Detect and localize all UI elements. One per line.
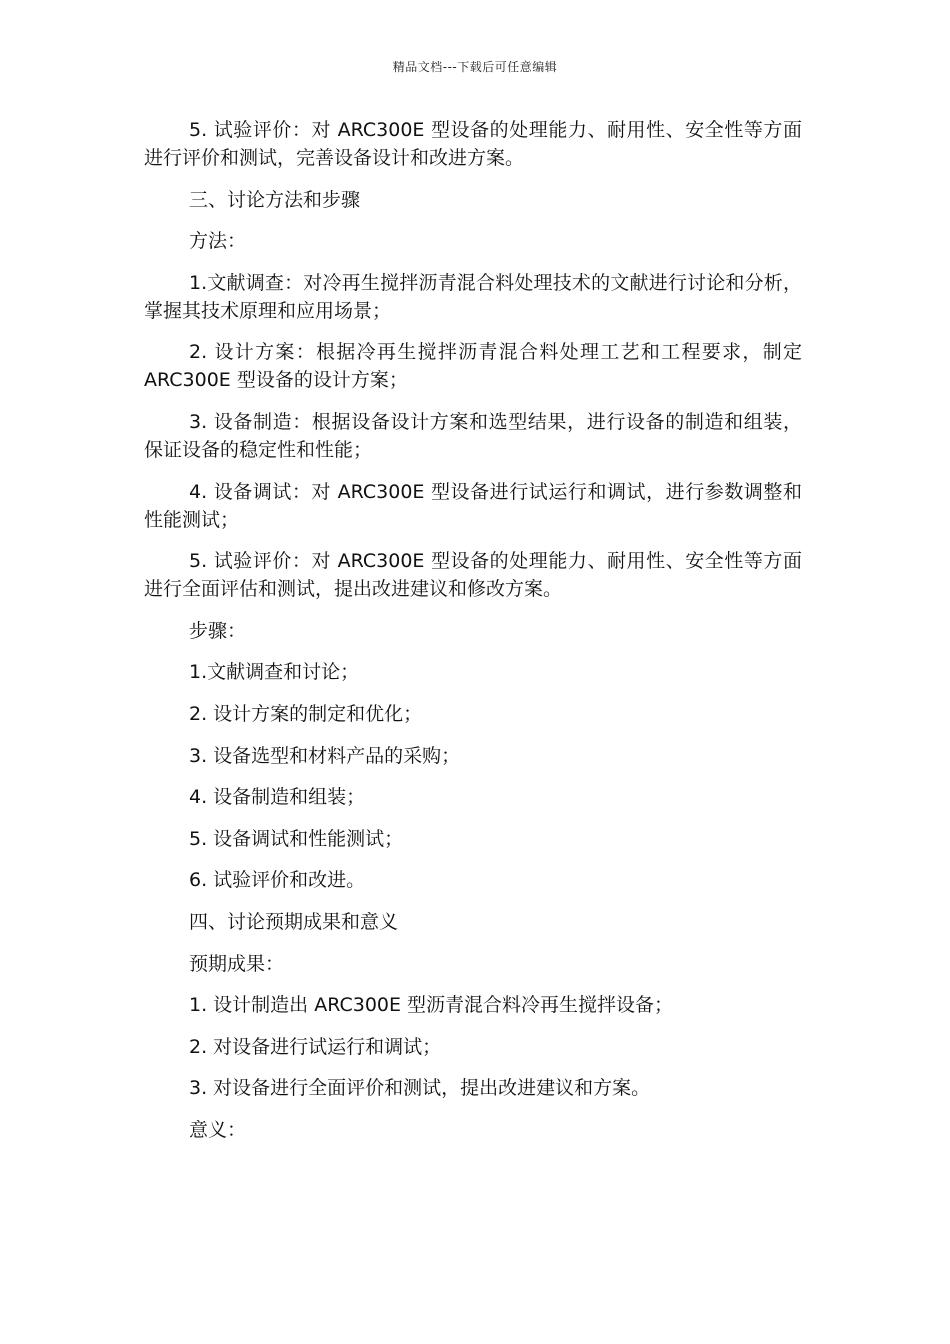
method-item-4: 4. 设备调试：对 ARC300E 型设备进行试运行和调试，进行参数调整和性能测试； <box>144 480 802 531</box>
section-heading-outcomes: 四、讨论预期成果和意义 <box>189 910 399 933</box>
page-header: 精品文档---下载后可任意编辑 <box>392 60 558 74</box>
step-item-6: 6. 试验评价和改进。 <box>189 869 366 892</box>
result-item-1: 1. 设计制造出 ARC300E 型沥青混合料冷再生搅拌设备； <box>189 994 674 1017</box>
method-item-3: 3. 设备制造：根据设备设计方案和选型结果，进行设备的制造和组装，保证设备的稳定性和性能； <box>144 410 802 461</box>
paragraph-evaluation-intro: 5. 试验评价：对 ARC300E 型设备的处理能力、耐用性、安全性等方面进行评价和测试，完善设备设计和改进方案。 <box>144 119 802 169</box>
step-item-1: 1.文献调查和讨论； <box>189 661 360 684</box>
step-item-2: 2. 设计方案的制定和优化； <box>189 702 423 725</box>
step-item-4: 4. 设备制造和组装； <box>189 786 366 809</box>
method-item-5: 5. 试验评价：对 ARC300E 型设备的处理能力、耐用性、安全性等方面进行全面评估和测试，提出改进建议和修改方案。 <box>144 550 802 601</box>
result-item-2: 2. 对设备进行试运行和调试； <box>189 1035 442 1058</box>
step-item-3: 3. 设备选型和材料产品的采购； <box>189 744 461 767</box>
document-body <box>144 116 802 1157</box>
method-item-2: 2. 设计方案：根据冷再生搅拌沥青混合料处理工艺和工程要求，制定 ARC300E 型设备的设计方案； <box>144 341 802 392</box>
section-heading-methods: 三、讨论方法和步骤 <box>189 188 361 211</box>
method-item-1: 1.文献调查：对冷再生搅拌沥青混合料处理技术的文献进行讨论和分析，掌握其技术原理和应用场景； <box>144 271 802 322</box>
subheading-methods: 方法： <box>189 230 247 253</box>
result-item-3: 3. 对设备进行全面评价和测试，提出改进建议和方案。 <box>189 1077 651 1100</box>
step-item-5: 5. 设备调试和性能测试； <box>189 827 404 850</box>
subheading-expected-results: 预期成果： <box>189 952 285 975</box>
subheading-steps: 步骤： <box>189 619 247 642</box>
subheading-significance: 意义： <box>189 1118 247 1141</box>
